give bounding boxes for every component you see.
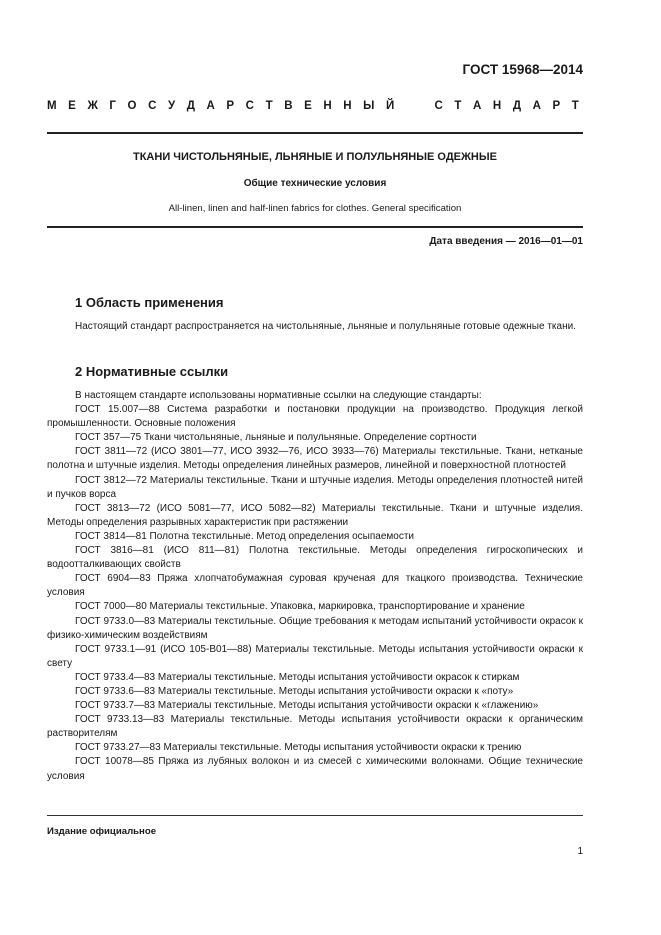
- reference-item: ГОСТ 3813—72 (ИСО 5081—77, ИСО 5082—82) Материалы текстильные. Ткани и штучные изделия. Методы определения разрывных характеристик при растяжении: [47, 502, 583, 528]
- document-title-english: All-linen, linen and half-linen fabrics for clothes. General specification: [168, 203, 462, 214]
- standard-kind-heading: [47, 100, 583, 112]
- section-references-body: [47, 389, 583, 784]
- reference-item: ГОСТ 10078—85 Пряжа из лубяных волокон и из смесей с химическими волокнами. Общие технические условия: [47, 756, 583, 782]
- section-heading-references: 2 Нормативные ссылки: [75, 364, 229, 379]
- reference-item: ГОСТ 9733.27—83 Материалы текстильные. Методы испытания устойчивости окраски к трению: [75, 742, 522, 754]
- header-divider-bottom: [47, 226, 583, 228]
- reference-item: ГОСТ 7000—80 Материалы текстильные. Упаковка, маркировка, транспортирование и хранение: [75, 601, 525, 613]
- paragraph: В настоящем стандарте использованы нормативные ссылки на следующие стандарты:: [75, 390, 482, 401]
- standard-kind-word-interstate: М Е Ж Г О С У Д А Р С Т В Е Н Н Ы Й: [47, 100, 399, 112]
- reference-item: ГОСТ 9733.13—83 Материалы текстильные. Методы испытания устойчивости окраски к органическим растворителям: [47, 714, 583, 740]
- reference-item: ГОСТ 357—75 Ткани чистольняные, льняные и полульняные. Определение сортности: [75, 432, 477, 444]
- paragraph: Настоящий стандарт распространяется на чистольняные, льняные и полульняные готовые одежные ткани.: [75, 321, 576, 332]
- reference-item: ГОСТ 6904—83 Пряжа хлопчатобумажная суровая крученая для ткацкого производства. Технические условия: [47, 573, 583, 599]
- footer-divider: [47, 815, 583, 816]
- document-subtitle: Общие технические условия: [243, 178, 387, 189]
- reference-item: ГОСТ 9733.0—83 Материалы текстильные. Общие требования к методам испытаний устойчивости окрасок к физико-химическим воздействиям: [47, 615, 583, 641]
- reference-item: ГОСТ 9733.7—83 Материалы текстильные. Методы испытания устойчивости окраски к «глажению»: [75, 700, 539, 712]
- reference-item: ГОСТ 3811—72 (ИСО 3801—77, ИСО 3932—76, ИСО 3933—76) Материалы текстильные. Ткани, нетканые полотна и штучные изделия. Методы определения линейных размеров, линейной и поверхностной плотностей: [47, 446, 583, 472]
- reference-item: ГОСТ 9733.4—83 Материалы текстильные. Методы испытания устойчивости окрасок к стиркам: [75, 671, 520, 683]
- reference-item: ГОСТ 9733.1—91 (ИСО 105-B01—88) Материалы текстильные. Методы испытания устойчивости окраски к свету: [47, 643, 583, 669]
- header-divider-top: [47, 132, 583, 134]
- section-scope-body: [47, 320, 583, 334]
- document-title: ТКАНИ ЧИСТОЛЬНЯНЫЕ, ЛЬНЯНЫЕ И ПОЛУЛЬНЯНЫЕ ОДЕЖНЫЕ: [133, 151, 497, 163]
- effective-date: Дата введения — 2016—01—01: [429, 236, 583, 247]
- page-number: 1: [577, 846, 583, 857]
- document-number: ГОСТ 15968—2014: [462, 62, 583, 77]
- reference-item: ГОСТ 9733.6—83 Материалы текстильные. Методы испытания устойчивости окраски к «поту»: [75, 685, 514, 697]
- reference-item: ГОСТ 3814—81 Полотна текстильные. Метод определения осыпаемости: [75, 530, 414, 542]
- reference-item: ГОСТ 3812—72 Материалы текстильные. Ткани и штучные изделия. Методы определения плотностей нитей и пучков ворса: [47, 474, 583, 500]
- section-heading-scope: 1 Область применения: [75, 295, 224, 310]
- reference-item: ГОСТ 15.007—88 Система разработки и постановки продукции на производство. Продукция легкой промышленности. Основные положения: [47, 404, 583, 430]
- reference-item: ГОСТ 3816—81 (ИСО 811—81) Полотна текстильные. Методы определения гигроскопических и водоотталкивающих свойств: [47, 545, 583, 571]
- standard-kind-word-standard: С Т А Н Д А Р Т: [434, 100, 583, 112]
- edition-label: Издание официальное: [47, 826, 157, 837]
